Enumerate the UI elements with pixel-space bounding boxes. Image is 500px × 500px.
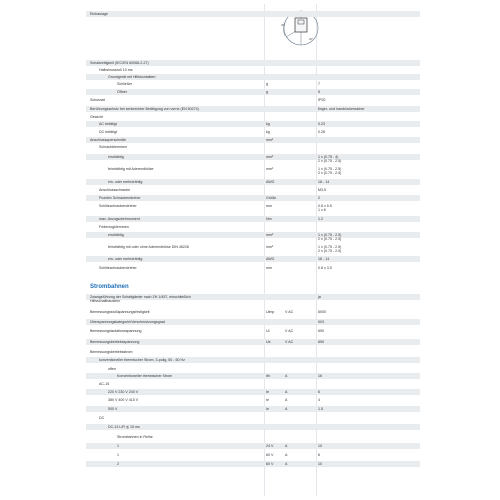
spec-value: 0.8 x 5.5 (318, 204, 332, 208)
spec-value-continued: 1 x 6 (318, 208, 326, 213)
spec-label: Konventioneller thermischer Strom (117, 374, 173, 378)
spec-label: Gewicht (90, 115, 103, 119)
spec-symbol: g (266, 82, 268, 86)
spec-label: 1 (117, 453, 119, 457)
spec-unit: V AC (285, 329, 294, 333)
spec-label: Einbaulage (90, 12, 108, 16)
spec-label: AC betätigt (99, 122, 117, 126)
spec-label: Bemessungsbetriebsstrom (90, 350, 133, 354)
spec-value-continued: 2 x (0.75 - 2.5) (318, 237, 342, 242)
spec-value-continued: 2 x (0.75 - 2.5) (318, 159, 342, 164)
spec-label: Schraubklemmen (99, 145, 127, 149)
spec-value: ja (318, 295, 321, 299)
spec-symbol: Ue (266, 340, 271, 344)
spec-unit: A (285, 453, 288, 457)
spec-unit: A (285, 444, 288, 448)
spec-label: Schließer (117, 82, 133, 86)
spec-symbol: mm² (266, 245, 274, 249)
spec-unit: V AC (285, 340, 294, 344)
spec-value: III/3 (318, 320, 324, 324)
spec-symbol: mm² (266, 233, 274, 237)
spec-label: Überspannungskategorie/Verschmutzungsgrad (90, 320, 165, 324)
spec-label: feindrähtig mit Aderendhülse (108, 167, 154, 171)
spec-value: 18 - 14 (318, 180, 330, 184)
spec-label: konventioneller thermischer Strom, 3-polig, 50 - 60 Hz (99, 358, 185, 362)
spec-symbol: mm (266, 204, 272, 208)
spec-label: DC betätigt (99, 130, 117, 134)
spec-label: 380 V 400 V 415 V (108, 398, 139, 402)
spec-value: 2 (318, 196, 320, 200)
spec-value: 4 (318, 398, 320, 402)
spec-label-continued: Hilfsschaltbaustein (90, 299, 120, 304)
spec-symbol: Uimp (266, 310, 275, 314)
spec-value: 1 x (0.75 - 2.5) (318, 245, 342, 249)
angle-label: 30° (281, 23, 286, 27)
spec-label: eindrähtig (108, 233, 124, 237)
spec-label: Strombahnen in Reihe (117, 435, 153, 439)
spec-label: Öffner (117, 90, 127, 94)
spec-value: IP20 (318, 98, 326, 102)
spec-value: 6000 (318, 310, 326, 314)
spec-label: ein- oder mehrdrähtig (108, 257, 143, 261)
spec-label: DC (99, 416, 105, 420)
spec-label: offen (108, 367, 116, 371)
spec-value: 690 (318, 329, 324, 333)
spec-label: 220 V 230 V 240 V (108, 390, 139, 394)
spec-value: 1 x (0.75 - 2.5) (318, 167, 342, 171)
spec-label: Strombahnen (90, 284, 129, 290)
angle-label: 30° (309, 37, 314, 41)
spec-label: 500 V (108, 407, 118, 411)
spec-value: 1 x (0.75 - 2.5) (318, 233, 342, 237)
spec-symbol: Größe (266, 196, 277, 200)
spec-label: Halbsinusstoß 10 ms (99, 68, 133, 72)
spec-symbol: kg (266, 122, 270, 126)
spec-value: 0.8 x 3.5 (318, 266, 332, 270)
spec-unit: V AC (285, 310, 294, 314)
spec-symbol: Ie (266, 398, 269, 402)
spec-label: 2 (117, 462, 119, 466)
spec-label: ein- oder mehrdrähtig (108, 180, 143, 184)
spec-value: 7 (318, 82, 320, 86)
spec-value: 5 (318, 90, 320, 94)
spec-symbol: 24 V (266, 444, 274, 448)
spec-value: finger- und handrückensicher (318, 107, 365, 111)
spec-unit: A (285, 374, 288, 378)
spec-label: AC-15 (99, 382, 110, 386)
spec-symbol: Ith (266, 374, 270, 378)
spec-symbol: mm² (266, 167, 274, 171)
spec-label: DC-13 L/R ≦ 15 ms (108, 425, 140, 429)
spec-unit: A (285, 407, 288, 411)
spec-symbol: mm² (266, 138, 274, 142)
spec-value-continued: 2 x (0.75 - 2.5) (318, 171, 342, 176)
spec-value: 1.5 (318, 407, 323, 411)
spec-label: Anschlussquerschnitte (90, 138, 126, 142)
spec-symbol: kg (266, 130, 270, 134)
spec-unit: A (285, 390, 288, 394)
spec-symbol: AWG (266, 257, 275, 261)
spec-symbol: mm² (266, 155, 274, 159)
spec-value: 1 x (0.75 - 4) (318, 155, 339, 159)
spec-symbol: Ie (266, 390, 269, 394)
spec-symbol: 60 V (266, 462, 274, 466)
spec-label: Schaltzeitigkeit (IEC/EN 60068-2-27) (90, 61, 149, 65)
spec-value: 10 (318, 462, 322, 466)
spec-value: 690 (318, 340, 324, 344)
spec-label: Schlitzschraubendreher (99, 204, 137, 208)
spec-label: Federzugklemmen (99, 225, 129, 229)
spec-value: 0.23 (318, 122, 325, 126)
spec-symbol: Nm (266, 217, 272, 221)
spec-symbol: Ie (266, 407, 269, 411)
spec-label: feindrähtig mit oder ohne Aderendhülse DIN 46228 (108, 245, 189, 249)
spec-label: Bemessungsstoßspannungsfestigkeit (90, 310, 150, 314)
spec-unit: A (285, 398, 288, 402)
spec-value: 6 (318, 453, 320, 457)
spec-table (86, 4, 420, 496)
spec-value: 10 (318, 444, 322, 448)
spec-value: 6 (318, 390, 320, 394)
spec-value: 1.2 (318, 217, 323, 221)
spec-label: 1 (117, 444, 119, 448)
spec-label: eindrähtig (108, 155, 124, 159)
spec-label: Schlitzschraubendreher (99, 266, 137, 270)
spec-symbol: AWG (266, 180, 275, 184)
spec-value: M3,5 (318, 188, 326, 192)
spec-symbol: Ui (266, 329, 270, 333)
spec-value-continued: 2 x (0.75 - 2.5) (318, 249, 342, 254)
spec-unit: A (285, 462, 288, 466)
spec-symbol: mm (266, 266, 272, 270)
spec-label: Berührungsschutz bei senkrechter Betätigung von vorne (EN 50274) (90, 107, 199, 111)
spec-label: Grundgerät mit Hilfskontakten (108, 75, 156, 79)
spec-label: Bemessungsbetriebsspannung (90, 340, 140, 344)
spec-label: Bemessungsisolationsspannung (90, 329, 142, 333)
spec-label: Pozidriv Schraubendreher (99, 196, 141, 200)
spec-label: Schutzart (90, 98, 106, 102)
spec-value: 0.28 (318, 130, 325, 134)
spec-symbol: 60 V (266, 453, 274, 457)
spec-label: Anschlussschraube (99, 188, 131, 192)
spec-value: 18 - 14 (318, 257, 330, 261)
spec-label: Zwangsführung der Schaltglieder nach ZH 1/457, einschließlich (90, 295, 191, 299)
spec-value: 16 (318, 374, 322, 378)
spec-label: max. Anzugsdrehmoment (99, 217, 140, 221)
spec-symbol: g (266, 90, 268, 94)
